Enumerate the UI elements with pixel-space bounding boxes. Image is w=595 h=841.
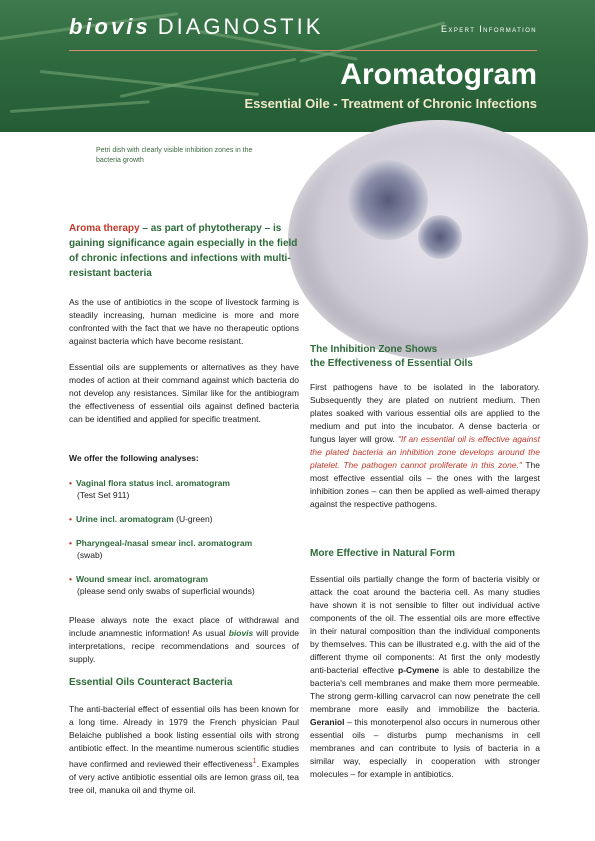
page-title: Aromatogram [340,58,537,91]
petri-dish-image [288,120,588,360]
brand-logo: biovis DIAGNOSTIK [69,14,324,39]
image-caption: Petri dish with clearly visible inhibition zones in the bacteria growth [96,147,253,164]
page-subtitle: Essential Oile - Treatment of Chronic Infections [244,96,537,111]
list-item: • Vaginal flora status incl. aromatogram (Test Set 911) [69,478,230,500]
header-banner [0,0,595,132]
list-item: • Pharyngeal-/nasal smear incl. aromatogram (swab) [69,538,253,560]
expert-information-label: Expert Information [441,24,537,34]
list-item: • Wound smear incl. aromatogram (please send only swabs of superficial wounds) [69,574,255,596]
inhibition-paragraph: First pathogens have to be isolated in the laboratory. Subsequently they are plated on nutrient medium. Then plates soaked with various essential oils are applied to the medium and put into the incubator. A dense bacteria or fungus layer will grow. "If an essential oil is effective against the plated bacteria an inhibition zone develops around the platelet. The pathogen cannot proliferate in this zone." The most effective essential oils – the ones with the largest inhibition zones – can then be applied as well-aimed therapy against the respective pathogens. [310,382,540,509]
natural-form-paragraph: Essential oils partially change the form of bacteria visibly or attack the coat around the bacteria cell. As many studies have shown it is not sensible to filter out individual active components of the oil. The essential oils are more effective in their natural composition than the individual components by themselves. This can be illustrated e.g. with the aid of the different thyme oil components: At first the only modestly anti-bacterial effective p-Cymene is able to destabilize the bacteria's cell membranes and make them more permeable. The strong germ-killing carvacrol can now penetrate the cell membrane more easily and immobilize the bacteria. Geraniol – this monoterpenol also occurs in numerous other essential oils – disturbs pump mechanisms in cell membranes and can contribute to lysis of bacteria in a similar way, especially in cooperation with stronger molecules – for example in antibiotics. [310,574,540,779]
counteract-paragraph: The anti-bacterial effect of essential oils has been known for a long time. Already in 1979 the French physician Paul Belaiche published a book listing essential oils with strong antibiotic effect. In the meantime numerous scientific studies have confirmed and reviewed their effectiveness$^1$. Examples of very active antibiotic essential oils are lemon grass oil, tea tree oil, manuka oil and thyme oil. [69,704,299,795]
header-divider [69,50,537,51]
section-heading-counteract: Essential Oils Counteract Bacteria [69,677,233,688]
list-item: • Urine incl. aromatogram (U-green) [69,514,213,524]
alternatives-paragraph: Essential oils are supplements or alternatives as they have modes of action at their command against which bacteria do not develop any resistances. Similar like for the antibiogram the effectiveness of essential oils against defined bacteria can be identified and applied for specific treatment. [69,362,299,424]
section-heading-inhibition-zone: The Inhibition Zone Shows the Effectiveness of Essential Oils [310,344,473,369]
analyses-heading: We offer the following analyses: [69,453,199,463]
intro-paragraph: As the use of antibiotics in the scope of livestock farming is steadily increasing, human medicine is more and more confronted with the fact that we have no therapeutic options against bacteria which have become resistant. [69,297,299,346]
note-paragraph: Please always note the exact place of withdrawal and include anamnestic information! As usual biovis will provide interpretations, recipe recommendations and sources of supply. [69,615,299,664]
section-heading-natural-form: More Effective in Natural Form [310,548,456,559]
lead-paragraph: Aroma therapy – as part of phytotherapy – is gaining significance again especially in the field of chronic infections and infections with multi-resistant bacteria [69,223,298,279]
